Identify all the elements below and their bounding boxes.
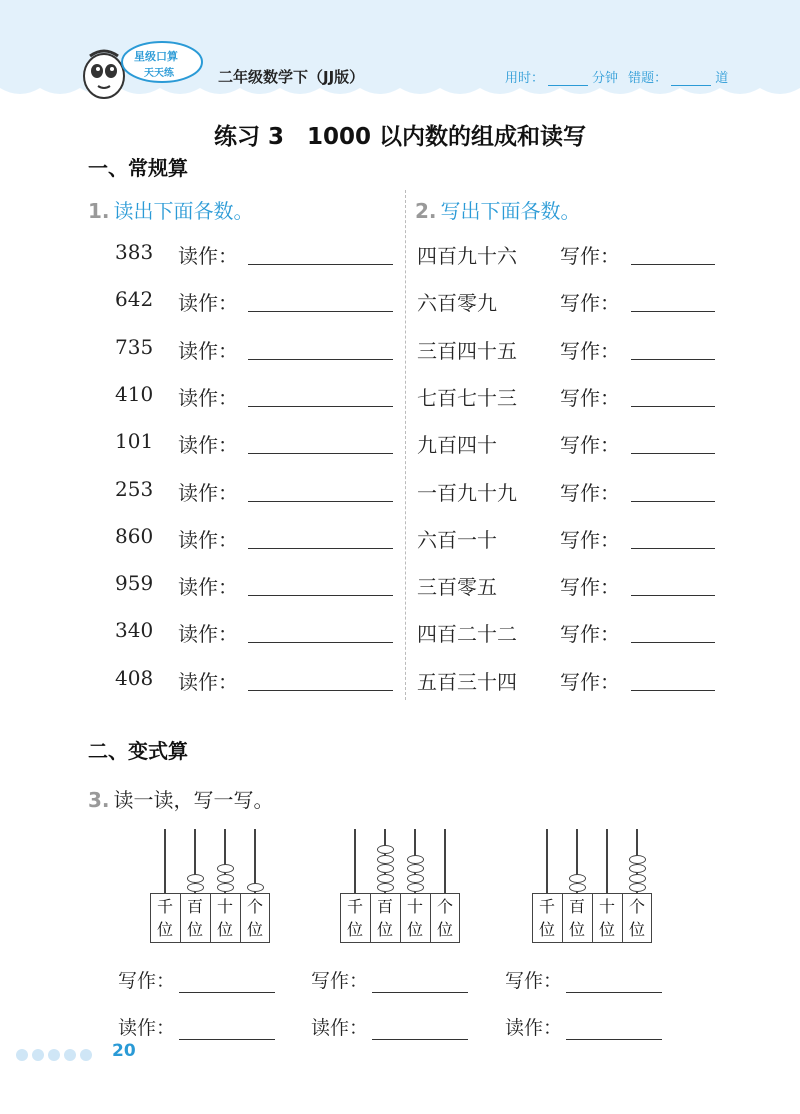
- chinese-number-item: 七百七十三: [417, 385, 517, 410]
- place-label-top: 千: [346, 897, 363, 916]
- place-label: [532, 895, 562, 943]
- read-row: [115, 477, 400, 507]
- place-label-bottom: 位: [186, 920, 203, 939]
- place-label-bottom: 位: [568, 920, 585, 939]
- read-row: [115, 429, 400, 459]
- write-row: [417, 287, 717, 317]
- page-title: 练习 3 1000 以内数的组成和读写: [213, 124, 587, 150]
- abacus-bead: [187, 883, 204, 892]
- number-item: 340: [115, 618, 154, 643]
- place-label: [562, 895, 592, 943]
- chinese-number-item: 三百零五: [417, 575, 497, 600]
- time-blank[interactable]: [548, 72, 588, 86]
- question-2-text: 写出下面各数。: [440, 199, 581, 223]
- question-3-number: 3.: [88, 788, 110, 812]
- write-row: [417, 382, 717, 412]
- write-row: [417, 335, 717, 365]
- abacus: [150, 825, 280, 945]
- read-answer-blank[interactable]: [248, 311, 393, 312]
- place-label-top: 十: [406, 897, 423, 916]
- write-answer-blank[interactable]: [631, 453, 715, 454]
- write-row: [417, 618, 717, 648]
- read-row: [115, 524, 400, 554]
- place-label: [592, 895, 622, 943]
- read-blank-1[interactable]: [179, 1021, 275, 1040]
- section-heading-1: 一、常规算: [88, 156, 188, 180]
- abacus: [532, 825, 662, 945]
- error-label: 错题：: [628, 71, 668, 86]
- read-row: [115, 287, 400, 317]
- place-label-bottom: 位: [246, 920, 263, 939]
- abacus-bead: [217, 864, 234, 873]
- write-answer-blank[interactable]: [631, 501, 715, 502]
- write-blank-2[interactable]: [372, 974, 468, 993]
- place-label: [240, 895, 270, 943]
- abacus-bead: [407, 864, 424, 873]
- write-label: 写作：: [560, 527, 620, 552]
- place-label-top: 个: [246, 897, 263, 916]
- abacus-bead: [187, 874, 204, 883]
- write-blank-1[interactable]: [179, 974, 275, 993]
- write-answer-blank[interactable]: [631, 690, 715, 691]
- write-label: 写作：: [560, 480, 620, 505]
- abacus-bead: [629, 883, 646, 892]
- read-label: 读作：: [118, 1017, 176, 1039]
- answer-read-2: [311, 1013, 468, 1040]
- read-answer-blank[interactable]: [248, 264, 393, 265]
- write-row: [417, 477, 717, 507]
- write-label: 写作：: [560, 244, 620, 268]
- place-label-bottom: 位: [156, 920, 173, 939]
- write-label: 写作：: [560, 433, 620, 458]
- place-label: [210, 895, 240, 943]
- abacus-bead: [407, 883, 424, 892]
- place-label-bottom: 位: [628, 920, 645, 939]
- answer-read-3: [505, 1013, 662, 1040]
- read-row: [115, 240, 400, 270]
- abacus-bead: [377, 874, 394, 883]
- question-1-text: 读出下面各数。: [113, 199, 254, 223]
- read-label: 读作：: [178, 575, 238, 600]
- number-item: 253: [115, 476, 154, 501]
- abacus-bead: [217, 883, 234, 892]
- chinese-number-item: 六百零九: [417, 291, 497, 316]
- read-label: 读作：: [311, 1017, 369, 1039]
- read-label: 读作：: [178, 527, 238, 552]
- read-blank-3[interactable]: [566, 1021, 662, 1040]
- abacus-bead: [377, 864, 394, 873]
- place-label-bottom: 位: [216, 920, 233, 939]
- read-label: 读作：: [178, 669, 238, 694]
- question-2-heading: [415, 195, 581, 224]
- answer-write-3: [505, 966, 662, 993]
- footer-dot: [48, 1049, 60, 1061]
- abacus-rod: [444, 829, 446, 893]
- abacus-bead: [629, 864, 646, 873]
- chinese-number-item: 五百三十四: [417, 669, 517, 694]
- read-label: 读作：: [178, 480, 238, 505]
- abacus-bead: [217, 874, 234, 883]
- write-answer-blank[interactable]: [631, 359, 715, 360]
- read-answer-blank[interactable]: [248, 595, 393, 596]
- place-label: [400, 895, 430, 943]
- place-label-top: 千: [538, 897, 555, 916]
- place-label: [370, 895, 400, 943]
- number-item: 860: [115, 523, 154, 548]
- chinese-number-item: 九百四十: [417, 433, 497, 458]
- abacus-bead: [377, 855, 394, 864]
- write-row: [417, 429, 717, 459]
- place-label-top: 百: [186, 897, 203, 916]
- write-row: [417, 524, 717, 554]
- page-number: 20: [112, 1041, 136, 1061]
- read-row: [115, 618, 400, 648]
- read-answer-blank[interactable]: [248, 406, 393, 407]
- abacus-rod: [354, 829, 356, 893]
- read-label: 读作：: [505, 1017, 563, 1039]
- number-item: 642: [115, 287, 154, 312]
- read-label: 读作：: [178, 338, 238, 363]
- place-label: [430, 895, 460, 943]
- place-label-top: 十: [216, 897, 233, 916]
- abacus-bead: [569, 883, 586, 892]
- answer-write-2: [311, 966, 468, 993]
- write-label: 写作：: [560, 338, 620, 363]
- error-blank[interactable]: [671, 72, 711, 86]
- answer-read-1: [118, 1013, 275, 1040]
- read-label: 读作：: [178, 433, 238, 458]
- abacus-bead: [377, 883, 394, 892]
- write-label: 写作：: [505, 970, 563, 992]
- time-unit: 分钟: [592, 71, 619, 86]
- place-label-top: 千: [156, 897, 173, 916]
- read-answer-blank[interactable]: [248, 642, 393, 643]
- read-blank-2[interactable]: [372, 1021, 468, 1040]
- number-item: 101: [115, 429, 154, 454]
- question-3-text: 读一读，写一写。: [113, 788, 274, 812]
- place-label-top: 百: [376, 897, 393, 916]
- read-label: 读作：: [178, 244, 238, 268]
- abacus-bead: [569, 874, 586, 883]
- read-answer-blank[interactable]: [248, 690, 393, 691]
- write-answer-blank[interactable]: [631, 264, 715, 265]
- write-label: 写作：: [118, 970, 176, 992]
- read-row: [115, 382, 400, 412]
- place-label-bottom: 位: [346, 920, 363, 939]
- footer-dot: [32, 1049, 44, 1061]
- subject-label: 二年级数学下（JJ版）: [218, 68, 365, 86]
- number-item: 410: [115, 381, 154, 406]
- number-item: 959: [115, 571, 154, 596]
- read-row: [115, 571, 400, 601]
- abacus-rod: [606, 829, 608, 893]
- write-answer-blank[interactable]: [631, 406, 715, 407]
- abacus-rod: [164, 829, 166, 893]
- abacus-bead: [407, 874, 424, 883]
- chinese-number-item: 六百一十: [417, 527, 497, 552]
- write-label: 写作：: [560, 622, 620, 647]
- write-blank-3[interactable]: [566, 974, 662, 993]
- place-label-top: 百: [568, 897, 585, 916]
- logo-text-bottom: 天天练: [144, 68, 174, 79]
- abacus-bead: [247, 883, 264, 892]
- abacus-rod: [546, 829, 548, 893]
- abacus-bead: [377, 845, 394, 854]
- write-label: 写作：: [560, 575, 620, 600]
- place-label: [150, 895, 180, 943]
- footer-decoration: [16, 1046, 96, 1065]
- question-2-number: 2.: [415, 199, 437, 223]
- abacus-bead: [629, 855, 646, 864]
- answer-write-1: [118, 966, 275, 993]
- chinese-number-item: 四百九十六: [417, 244, 517, 268]
- write-row: [417, 240, 717, 270]
- read-label: 读作：: [178, 622, 238, 647]
- error-unit: 道: [715, 71, 729, 86]
- footer-dot: [16, 1049, 28, 1061]
- question-1-heading: [88, 195, 254, 224]
- place-label: [340, 895, 370, 943]
- place-label: [622, 895, 652, 943]
- read-label: 读作：: [178, 291, 238, 316]
- write-row: [417, 666, 717, 696]
- write-label: 写作：: [560, 669, 620, 694]
- place-label-bottom: 位: [538, 920, 555, 939]
- place-label-bottom: 位: [436, 920, 453, 939]
- abacus-bead: [629, 874, 646, 883]
- footer-dot: [64, 1049, 76, 1061]
- place-label: [180, 895, 210, 943]
- number-item: 383: [115, 240, 154, 264]
- chinese-number-item: 四百二十二: [417, 622, 517, 647]
- write-label: 写作：: [560, 291, 620, 316]
- place-label-top: 个: [628, 897, 645, 916]
- abacus-bead: [407, 855, 424, 864]
- place-label-bottom: 位: [598, 920, 615, 939]
- footer-dot: [80, 1049, 92, 1061]
- logo-text-top: 星级口算: [134, 50, 178, 63]
- write-label: 写作：: [311, 970, 369, 992]
- read-answer-blank[interactable]: [248, 548, 393, 549]
- write-answer-blank[interactable]: [631, 548, 715, 549]
- number-item: 408: [115, 665, 154, 690]
- question-1-number: 1.: [88, 199, 110, 223]
- place-label-bottom: 位: [406, 920, 423, 939]
- abacus: [340, 825, 470, 945]
- place-label-bottom: 位: [376, 920, 393, 939]
- place-label-top: 十: [598, 897, 615, 916]
- read-label: 读作：: [178, 385, 238, 410]
- write-answer-blank[interactable]: [631, 595, 715, 596]
- column-divider: [405, 190, 406, 700]
- time-label: 用时：: [505, 71, 545, 86]
- brand-logo: [82, 38, 207, 108]
- place-label-top: 个: [436, 897, 453, 916]
- timing-info: [505, 67, 728, 86]
- write-label: 写作：: [560, 385, 620, 410]
- chinese-number-item: 三百四十五: [417, 338, 517, 363]
- question-3-heading: [88, 784, 274, 813]
- read-row: [115, 666, 400, 696]
- chinese-number-item: 一百九十九: [417, 480, 517, 505]
- read-row: [115, 335, 400, 365]
- section-heading-2: 二、变式算: [88, 739, 188, 763]
- read-answer-blank[interactable]: [248, 453, 393, 454]
- read-answer-blank[interactable]: [248, 501, 393, 502]
- write-answer-blank[interactable]: [631, 642, 715, 643]
- write-answer-blank[interactable]: [631, 311, 715, 312]
- read-answer-blank[interactable]: [248, 359, 393, 360]
- number-item: 735: [115, 334, 154, 359]
- write-row: [417, 571, 717, 601]
